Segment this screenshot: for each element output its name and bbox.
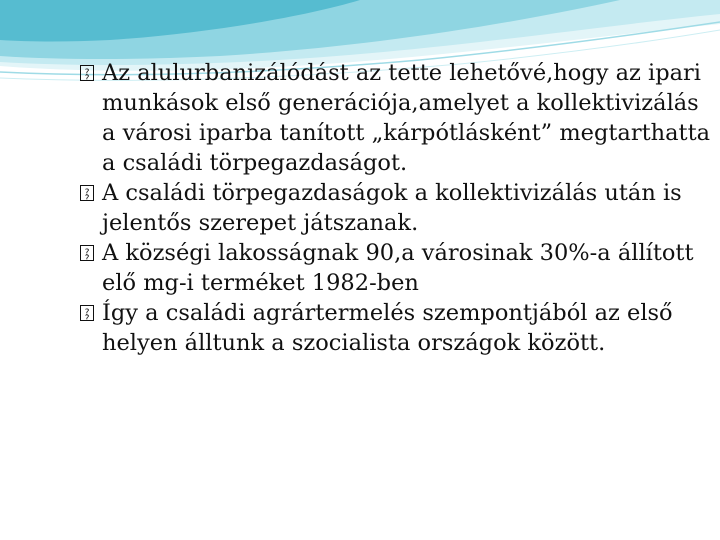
bullet-text: A családi törpegazdaságok a kollektivizálás után is jelentős szerepet játszanak. <box>102 180 682 236</box>
list-item <box>80 58 716 178</box>
missing-glyph-icon <box>80 65 94 81</box>
bullet-text: Az alulurbanizálódást az tette lehetővé,hogy az ipari munkások első generációja,amelyet a kollektivizálás a városi iparba tanított „kárpótlásként” megtarthatta a családi törpegazdaságot. <box>102 60 711 176</box>
bullet-list <box>80 58 716 358</box>
list-item <box>80 178 716 238</box>
list-item <box>80 298 716 358</box>
missing-glyph-icon <box>80 305 94 321</box>
missing-glyph-icon <box>80 245 94 261</box>
bullet-text: Így a családi agrártermelés szempontjából az első helyen álltunk a szocialista országok között. <box>102 300 673 356</box>
list-item <box>80 238 716 298</box>
bullet-text: A községi lakosságnak 90,a városinak 30%-a állított elő mg-i terméket 1982-ben <box>102 240 694 296</box>
missing-glyph-icon <box>80 185 94 201</box>
